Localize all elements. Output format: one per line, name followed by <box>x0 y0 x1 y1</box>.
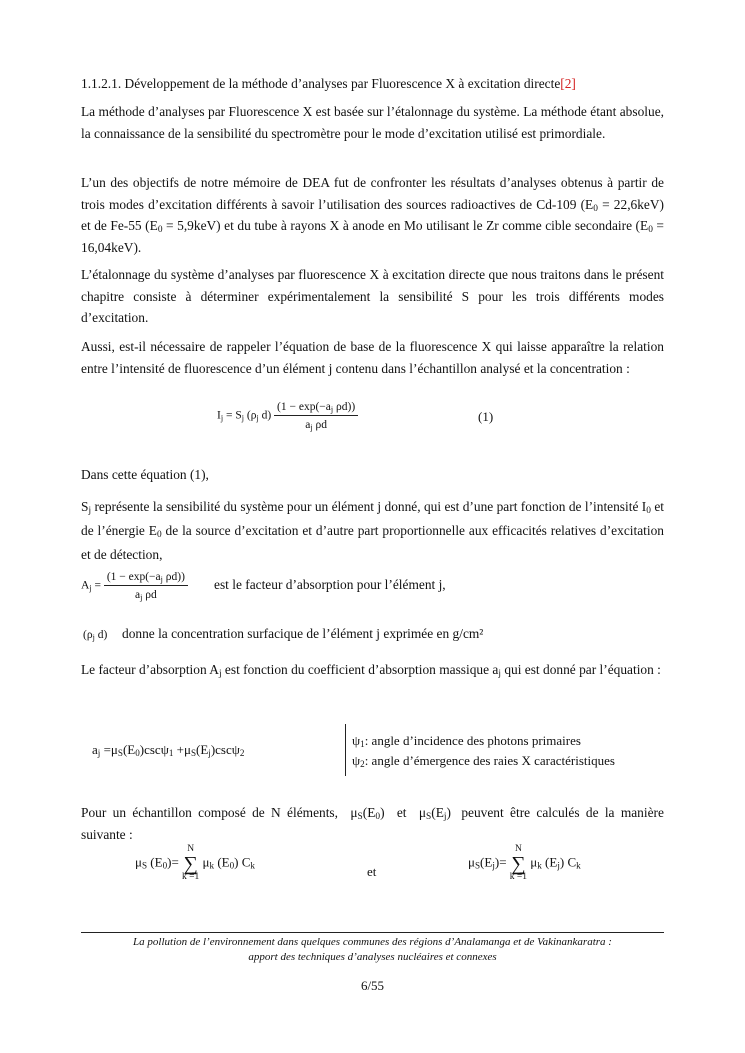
psi1-definition: $\psi_1$: angle d’incidence des photons primaires <box>352 733 581 749</box>
sum-symbol: N ∑ k =1 <box>182 844 200 882</box>
paragraph-7: est le facteur d’absorption pour l’élément j, <box>214 577 446 592</box>
paragraph-8: donne la concentration surfacique de l’élément j exprimée en g/cm² <box>122 626 484 641</box>
mu-s-e0: $\mu_S(E_0)$ <box>350 805 385 822</box>
paragraph-3: L’étalonnage du système d’analyses par fluorescence X à excitation directe que nous traitons dans le présent chapitre consiste à déterminer expérimentalement la sensibilité S pour les trois différents modes d’excitation. <box>81 267 664 325</box>
sum-equation-e0: $\mu_S$ $(E_0)=$ N ∑ k =1 $\mu_k$ $(E_0)$ $C_k$ <box>135 844 255 882</box>
footer-line-1: La pollution de l’environnement dans quelques communes des régions d’Analamanga et de Vakinankaratra : <box>133 936 612 948</box>
surface-concentration-symbol: ($\rho_j$ d) <box>83 629 108 642</box>
footer-line-2: apport des techniques d’analyses nucléaires et connexes <box>248 951 497 963</box>
sum-equation-ej: $\mu_S(E_j)=$ N ∑ k =1 $\mu_k$ $(E_j)$ $C_k$ <box>468 844 581 882</box>
page-footer <box>81 935 664 965</box>
mass-absorption-equation: $a_j =\mu_S(E_0)\csc\psi_1 +\mu_S(E_j)\csc\psi_2$ <box>92 742 245 758</box>
section-heading: 1.1.2.1. Développement de la méthode d’analyses par Fluorescence X à excitation directe[2] <box>81 76 576 91</box>
equation-1: $I_j = S_j$ ($\rho_j$ d) $\frac{(1 - \exp(-a_j \rho d))}{a_j \rho d}$ <box>217 400 358 432</box>
paragraph-5: Dans cette équation (1), <box>81 467 209 482</box>
paragraph-1: La méthode d’analyses par Fluorescence X est basée sur l’étalonnage du système. La méthode étant absolue, la connaissance de la sensibilité du spectromètre pour le mode d’excitation utilisé est primordiale. <box>81 104 664 141</box>
psi2-definition: $\psi_2$: angle d’émergence des raies X caractéristiques <box>352 753 615 769</box>
paragraph-2: L’un des objectifs de notre mémoire de DEA fut de confronter les résultats d’analyses obtenus à partir de trois modes d’excitation différents à savoir l’utilisation des sources radioactives de Cd-109 $(E_0 = 22,6keV)$ et de Fe-55 $(E_0 = 5,9keV)$ et du tube à rayons X à anode en Mo utilisant le Zr comme cible secondaire $(E_0 = 16,04keV)$. <box>81 175 665 255</box>
citation-link[interactable]: [2] <box>560 76 576 91</box>
sum-symbol: N ∑ k =1 <box>509 844 528 882</box>
paragraph-10: Pour un échantillon composé de N éléments, $\mu_S(E_0)$ et $\mu_S(E_j)$ peuvent être calculés de la manière suivante : <box>81 805 664 842</box>
paragraph-4: Aussi, est-il nécessaire de rappeler l’équation de base de la fluorescence X qui laisse apparaître la relation entre l’intensité de fluorescence d’un élément j contenu dans l’échantillon analysé et la concentration : <box>81 339 664 376</box>
footer-divider <box>81 932 664 933</box>
et-conjunction: et <box>367 864 377 879</box>
paragraph-9: Le facteur d’absorption $A_j$ est fonction du coefficient d’absorption massique $a_j$ qui est donné par l’équation : <box>81 662 661 679</box>
psi-legend <box>352 731 615 771</box>
mu-s-ej: $\mu_S(E_j)$ <box>418 805 451 822</box>
paragraph-6: $S_j$ représente la sensibilité du système pour un élément j donné, qui est d’une part fonction de l’intensité $I_0$ et de l’énergie $E_0$ de la source d’excitation et d’autre part proportionnelle aux efficacités relatives d’excitation et de détection, <box>81 499 664 562</box>
equation-divider <box>345 724 346 776</box>
absorption-factor-equation: $A_j$ = $\frac{(1 - \exp(-a_j \rho d))}{a_j \rho d}$ <box>81 570 188 602</box>
equation-1-label: (1) <box>478 409 494 424</box>
page-number: 6/55 <box>360 978 385 993</box>
